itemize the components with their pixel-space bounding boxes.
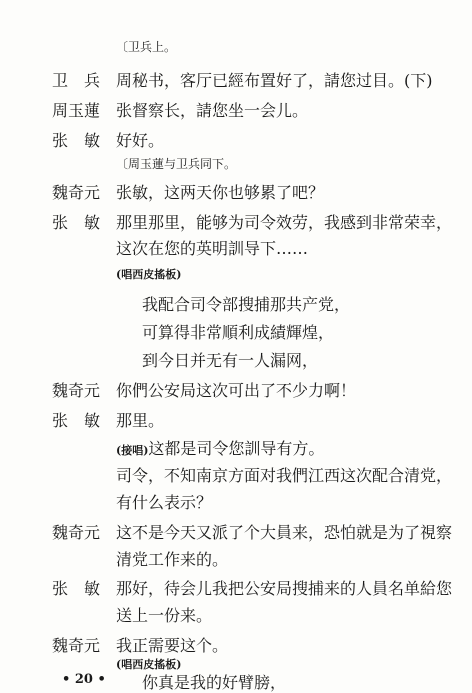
dialogue-line: 司令，不知南京方面对我們江西这次配合清党， bbox=[116, 466, 453, 485]
speaker-name: 张 敏 bbox=[52, 213, 101, 232]
speaker-name: 张 敏 bbox=[52, 131, 101, 150]
sung-line bbox=[116, 436, 324, 459]
page-number: • 20 • bbox=[62, 672, 106, 687]
dialogue-line: 有什么表示？ bbox=[116, 493, 213, 512]
speaker-name: 周玉蓮 bbox=[52, 101, 101, 120]
dialogue-line: 那里那里，能够为司令效劳，我感到非常荣幸， bbox=[116, 213, 453, 232]
dialogue-line: 那里。 bbox=[116, 411, 165, 430]
dialogue-line: 张督察长，請您坐一会儿。 bbox=[116, 101, 309, 120]
speaker-name: 魏奇元 bbox=[52, 523, 101, 542]
dialogue-line: 你們公安局这次可出了不少力啊！ bbox=[116, 381, 357, 400]
verse-line: 我配合司令部搜捕那共产党， bbox=[142, 295, 351, 314]
speaker-name: 魏奇元 bbox=[52, 381, 101, 400]
speaker-name: 卫 兵 bbox=[52, 71, 101, 90]
speaker-name: 张 敏 bbox=[52, 411, 101, 430]
dialogue-line: 这都是司令您訓导有方。 bbox=[148, 439, 325, 458]
dialogue-line: 送上一份来。 bbox=[116, 606, 213, 625]
dialogue-line: 这次在您的英明訓导下…… bbox=[116, 239, 309, 258]
tune-direction: (唱西皮搖板) bbox=[116, 268, 182, 281]
tune-direction: (接唱) bbox=[116, 444, 149, 457]
dialogue-line: 张敏，这两天你也够累了吧？ bbox=[116, 183, 325, 202]
verse-line: 你真是我的好臂膀， bbox=[142, 673, 287, 692]
dialogue-line: 那好，待会儿我把公安局搜捕来的人員名单給您 bbox=[116, 579, 453, 598]
speaker-name: 张 敏 bbox=[52, 579, 101, 598]
speaker-name: 魏奇元 bbox=[52, 636, 101, 655]
verse-line: 可算得非常順利成績輝煌， bbox=[142, 323, 335, 342]
dialogue-line: 周秘书，客厅已經布置好了，請您过目。(下) bbox=[116, 71, 433, 90]
speaker-name: 魏奇元 bbox=[52, 183, 101, 202]
stage-direction: 〔卫兵上。 bbox=[116, 40, 177, 54]
dialogue-line: 好好。 bbox=[116, 131, 165, 150]
dialogue-line: 清党工作来的。 bbox=[116, 550, 229, 569]
verse-line: 到今日并无有一人漏网， bbox=[142, 351, 319, 370]
dialogue-line: 这不是今天又派了个大員来，恐怕就是为了視察 bbox=[116, 523, 453, 542]
tune-direction: (唱西皮搖板) bbox=[116, 658, 182, 671]
stage-direction: 〔周玉蓮与卫兵同下。 bbox=[116, 157, 237, 171]
dialogue-line: 我正需要这个。 bbox=[116, 636, 229, 655]
